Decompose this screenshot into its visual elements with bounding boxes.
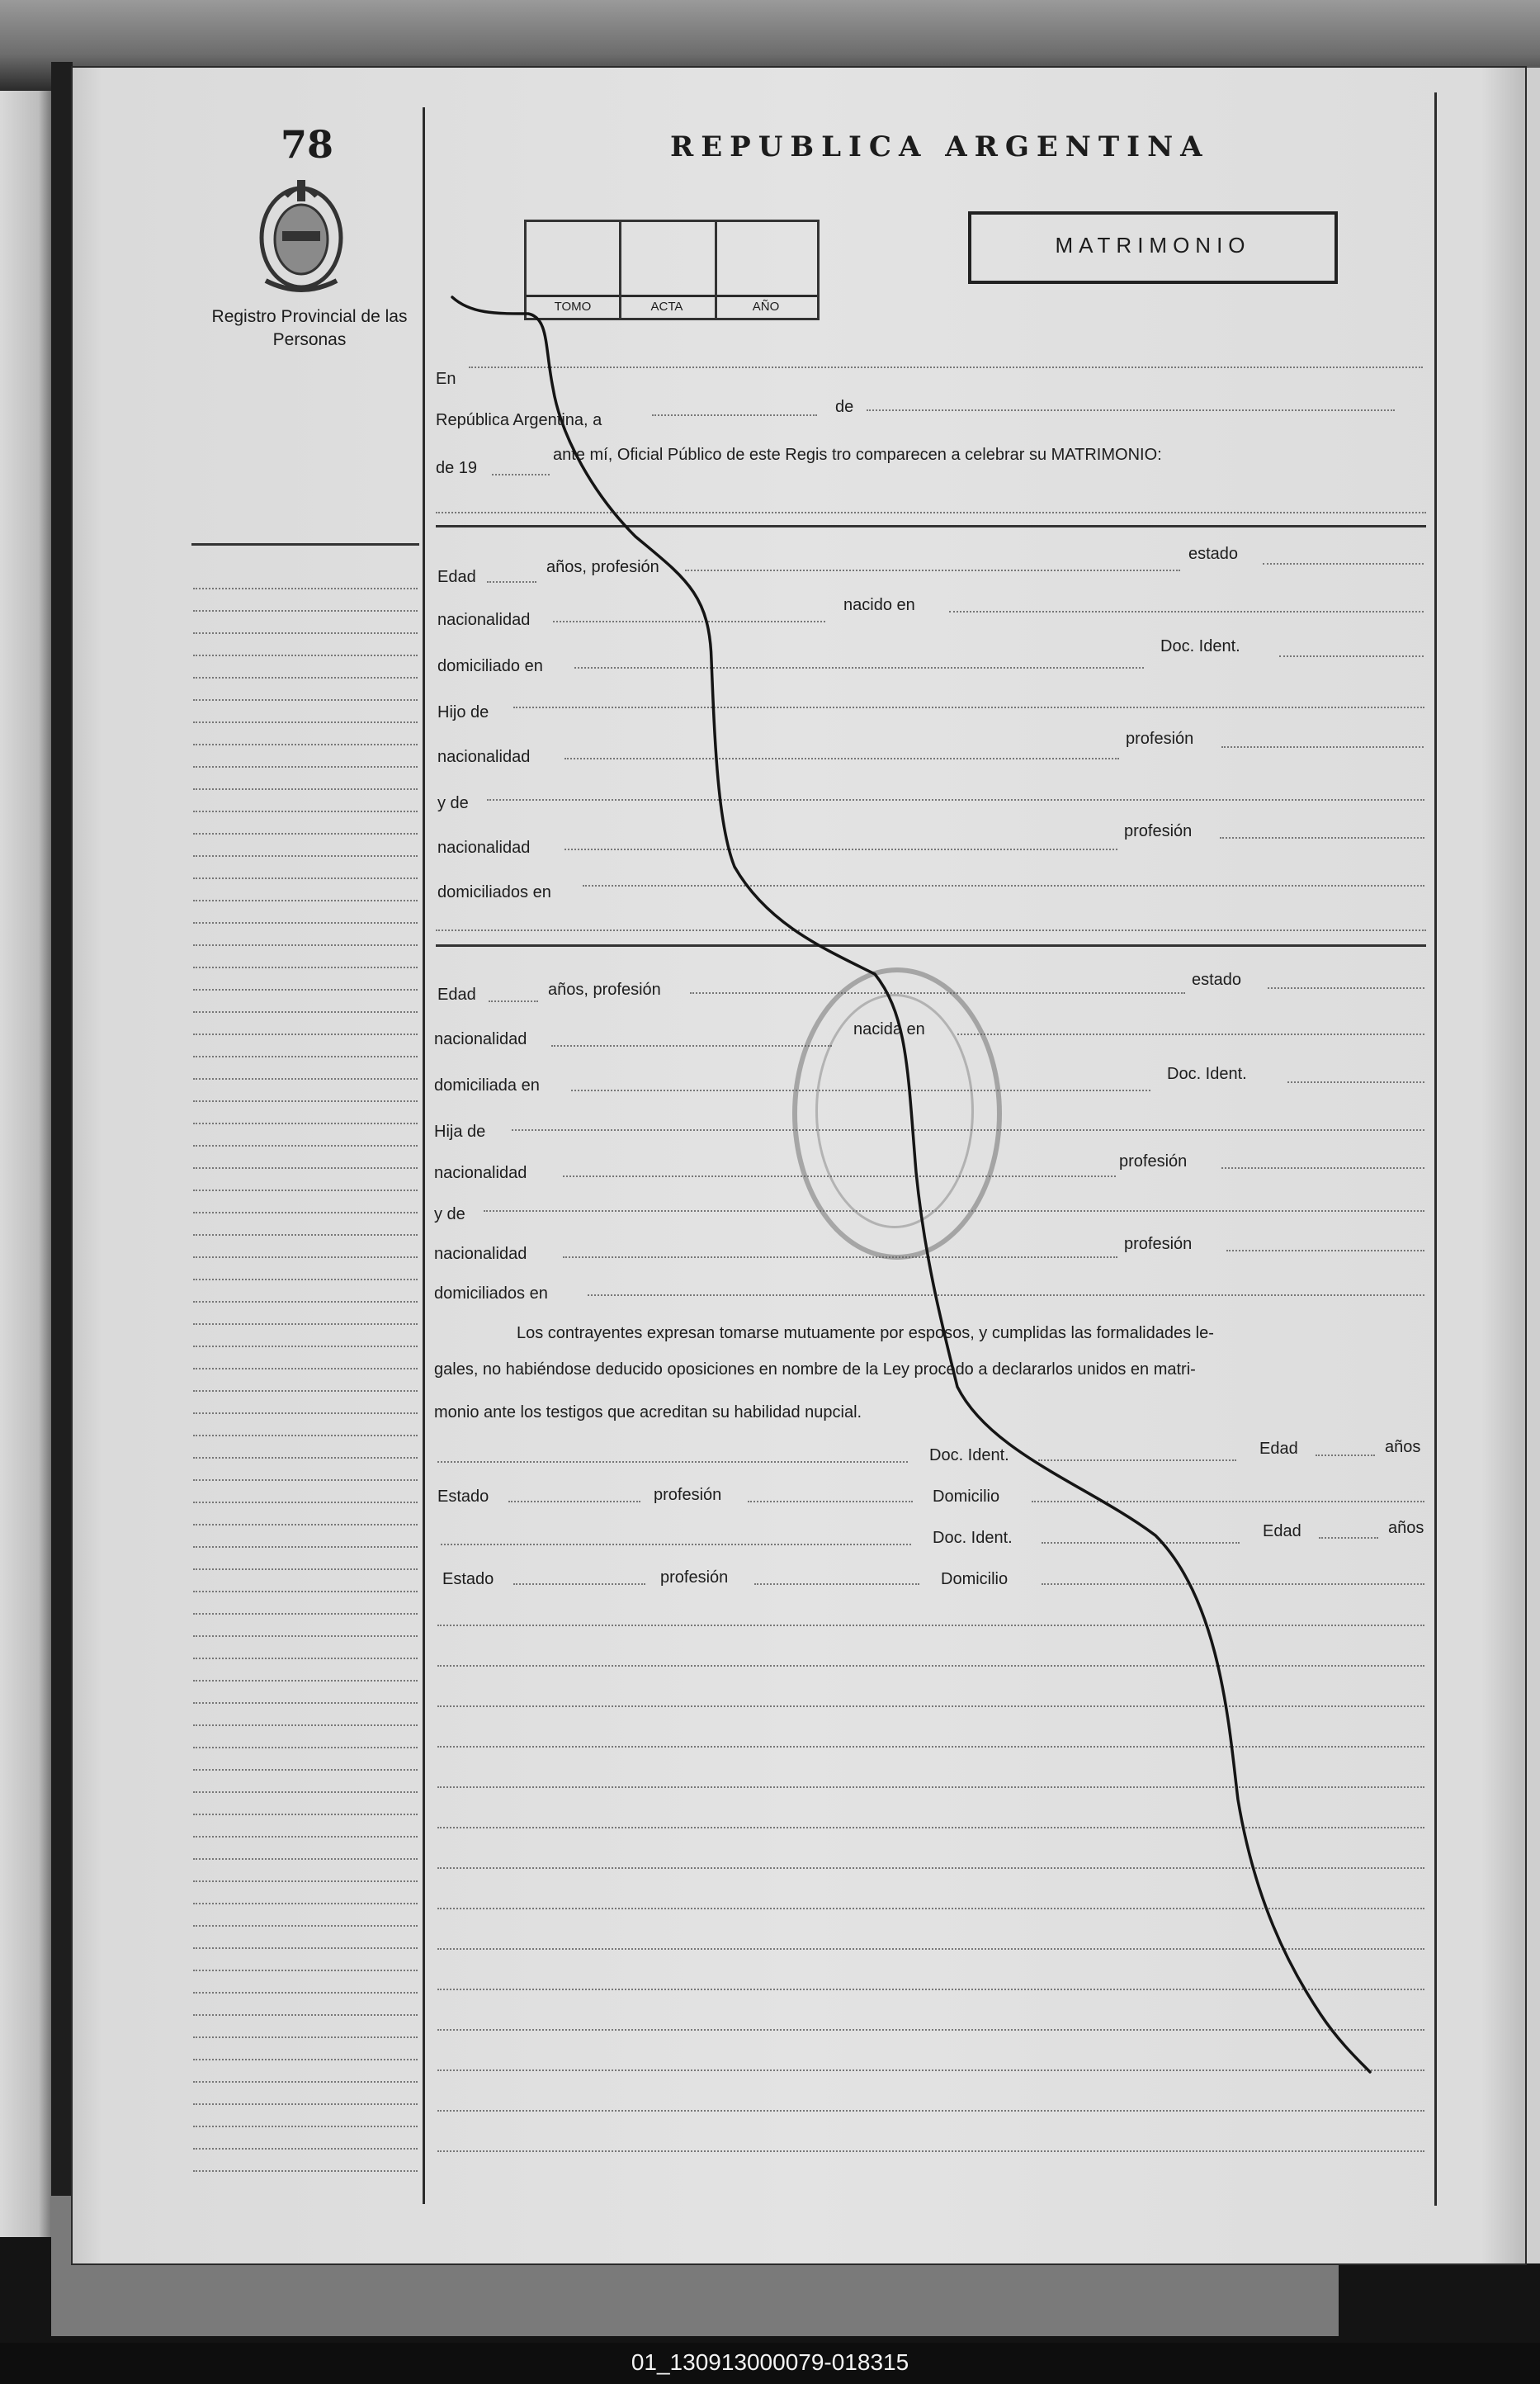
witness2-doc-ident: Doc. Ident. xyxy=(933,1529,1013,1547)
page-number: 78 xyxy=(281,122,334,167)
document-id: 01_130913000079-018315 xyxy=(631,2349,909,2375)
witness1-doc-ident: Doc. Ident. xyxy=(929,1446,1009,1464)
witness2-profesion: profesión xyxy=(660,1568,729,1587)
groom-estado: estado xyxy=(1188,545,1239,563)
groom-doc-ident: Doc. Ident. xyxy=(1160,637,1240,655)
document-type-label: MATRIMONIO xyxy=(1055,233,1251,258)
witness2-estado: Estado xyxy=(442,1570,494,1588)
bride-nacionalidad-father: nacionalidad xyxy=(434,1164,527,1182)
groom-y-de: y de xyxy=(437,794,469,812)
label-de: de xyxy=(835,398,854,416)
bride-estado: estado xyxy=(1192,971,1242,989)
groom-profesion-mother: profesión xyxy=(1124,822,1193,840)
declaration-line-3: monio ante los testigos que acreditan su habilidad nupcial. xyxy=(434,1403,862,1421)
witness2-anos: años xyxy=(1388,1519,1424,1537)
witness1-estado: Estado xyxy=(437,1488,489,1506)
bride-nacionalidad: nacionalidad xyxy=(434,1030,527,1048)
declaration-line-1: Los contrayentes expresan tomarse mutuamente por esposos, y cumplidas las formalidades le- xyxy=(517,1324,1214,1342)
bride-nacionalidad-mother: nacionalidad xyxy=(434,1245,527,1263)
bride-profesion-mother: profesión xyxy=(1124,1235,1193,1253)
groom-nacionalidad: nacionalidad xyxy=(437,611,531,629)
groom-nacionalidad-mother: nacionalidad xyxy=(437,839,531,857)
witness1-anos: años xyxy=(1385,1438,1421,1456)
bride-anos-profesion: años, profesión xyxy=(548,981,661,999)
bride-domiciliada-en: domiciliada en xyxy=(434,1076,540,1095)
country-title: REPUBLICA ARGENTINA xyxy=(670,130,1210,163)
intro-declaration: ante mí, Oficial Público de este Regis tro comparecen a celebrar su MATRIMONIO: xyxy=(553,446,1162,464)
bride-nacida-en: nacida en xyxy=(853,1020,925,1038)
bride-edad: Edad xyxy=(437,986,476,1004)
groom-edad: Edad xyxy=(437,568,476,586)
bride-domiciliados-en: domiciliados en xyxy=(434,1284,548,1303)
groom-domiciliados-en: domiciliados en xyxy=(437,883,551,901)
witness1-profesion: profesión xyxy=(654,1486,722,1504)
witness1-edad: Edad xyxy=(1259,1440,1298,1458)
groom-nacido-en: nacido en xyxy=(843,596,915,614)
witness2-edad: Edad xyxy=(1263,1522,1301,1540)
groom-domiciliado-en: domiciliado en xyxy=(437,657,543,675)
bride-hija-de: Hija de xyxy=(434,1123,486,1141)
groom-anos-profesion: años, profesión xyxy=(546,558,659,576)
label-republica: República Argentina, a xyxy=(436,411,602,429)
ref-tomo-label: TOMO xyxy=(554,300,592,314)
bride-profesion-father: profesión xyxy=(1119,1152,1188,1171)
ref-acta-label: ACTA xyxy=(650,300,683,314)
label-de19: de 19 xyxy=(436,459,478,477)
bride-doc-ident: Doc. Ident. xyxy=(1167,1065,1247,1083)
witness1-domicilio: Domicilio xyxy=(933,1488,1000,1506)
witness2-domicilio: Domicilio xyxy=(941,1570,1009,1588)
declaration-line-2: gales, no habiéndose deducido oposiciones en nombre de la Ley procedo a declararlos unidos en matri- xyxy=(434,1360,1196,1379)
groom-profesion-father: profesión xyxy=(1126,730,1194,748)
ref-ano-label: AÑO xyxy=(752,300,780,314)
bride-y-de: y de xyxy=(434,1205,465,1223)
groom-hijo-de: Hijo de xyxy=(437,703,489,721)
registry-name: Registro Provincial de las Personas xyxy=(211,307,408,349)
groom-nacionalidad-father: nacionalidad xyxy=(437,748,531,766)
label-en: En xyxy=(436,370,456,388)
